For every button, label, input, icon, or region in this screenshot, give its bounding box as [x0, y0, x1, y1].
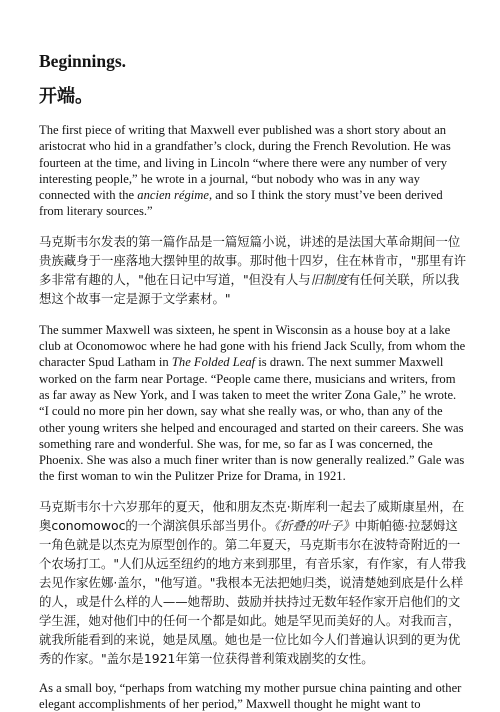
- paragraph-3-english: As a small boy, “perhaps from watching my mother pursue china painting and other elegant accomplishments of her period,” Maxwell thought he might want to: [39, 680, 462, 712]
- paragraph-2-chinese: [39, 497, 467, 668]
- document-page: [39, 50, 467, 712]
- paragraph-2-chinese-italic: 《折叠的叶子》: [274, 517, 355, 533]
- paragraph-2-english-italic: The Folded Leaf: [171, 355, 256, 370]
- paragraph-1-chinese: [39, 232, 467, 308]
- paragraph-1-chinese-text-b: 有任何关联，所以我想这个故事一定是源于文学素材。": [39, 271, 460, 306]
- paragraph-2-english-text-b: is drawn. The next summer Maxwell worked on the farm near Portage. “People came there, musicians and writers, from as far away as New York, and I was taken to meet the writer Zona Gale,” he wrote. “I could no more pin her down, say what she really was, or who, than any of the other young writers she helped and encouraged and started on their careers. She was something rare and wonderful. She was, for me, so far as I was concerned, the Phoenix. She was also a much finer writer than is now generally realized.” Gale was the first woman to win the Pulitzer Prize for Drama, in 1921.: [39, 355, 465, 484]
- section-heading-english: Beginnings.: [39, 51, 127, 71]
- paragraph-1-english: [39, 122, 467, 220]
- paragraph-2-chinese-text-b: 中斯帕德·拉瑟姆这一角色就是以杰克为原型创作的。第二年夏天，马克斯韦尔在波特奇附近的一个农场打工。"人们从远至纽约的地方来到那里，有音乐家，有作家，有人带我去见作家佐娜·盖尔，"他写道。"我根本无法把她归类，说清楚她到底是什么样的人，或是什么样的人——她帮助、鼓励并扶持过无数年轻作家开启他们的文学生涯，她对他们中的任何一个都是如此。她是罕见而美好的人。对我而言，就我所能看到的来说，她是凤凰。她也是一位比如今人们普遍认识到的更为优秀的作家。"盖尔是1921年第一位获得普利策戏剧奖的女性。: [39, 517, 466, 666]
- paragraph-1-chinese-italic: 旧制度: [310, 271, 348, 287]
- paragraph-1-english-text-b: , and so I think the story must’ve been derived from literary sources.”: [39, 188, 443, 219]
- paragraph-2-english: [39, 322, 467, 485]
- paragraph-2-english-text-a: The summer Maxwell was sixteen, he spent in Wisconsin as a house boy at a lake club at Oconomowoc where he had gone with his friend Jack Scully, from whom the character Spud Latham in: [39, 322, 466, 370]
- paragraph-1-chinese-text-a: 马克斯韦尔发表的第一篇作品是一篇短篇小说，讲述的是法国大革命期间一位贵族藏身于一座落地大摆钟里的故事。那时他十四岁，住在林肯市，"那里有许多非常有趣的人，"他在日记中写道，"但没有人与: [39, 233, 466, 287]
- paragraph-2-chinese-text-a: 马克斯韦尔十六岁那年的夏天，他和朋友杰克·斯库利一起去了威斯康星州，在奥conomowoc的一个湖滨俱乐部当男仆。: [39, 498, 465, 533]
- paragraph-1-english-text-a: The first piece of writing that Maxwell ever published was a short story about an aristocrat who hid in a grandfather’s clock, during the French Revolution. He was fourteen at the time, and living in Lincoln “where there were any number of very interesting people,” he wrote in a journal, “but nobody who was in any way connected with the: [39, 123, 451, 203]
- section-heading-chinese: 开端。: [39, 86, 93, 107]
- paragraph-1-english-italic: ancien régime: [137, 188, 209, 203]
